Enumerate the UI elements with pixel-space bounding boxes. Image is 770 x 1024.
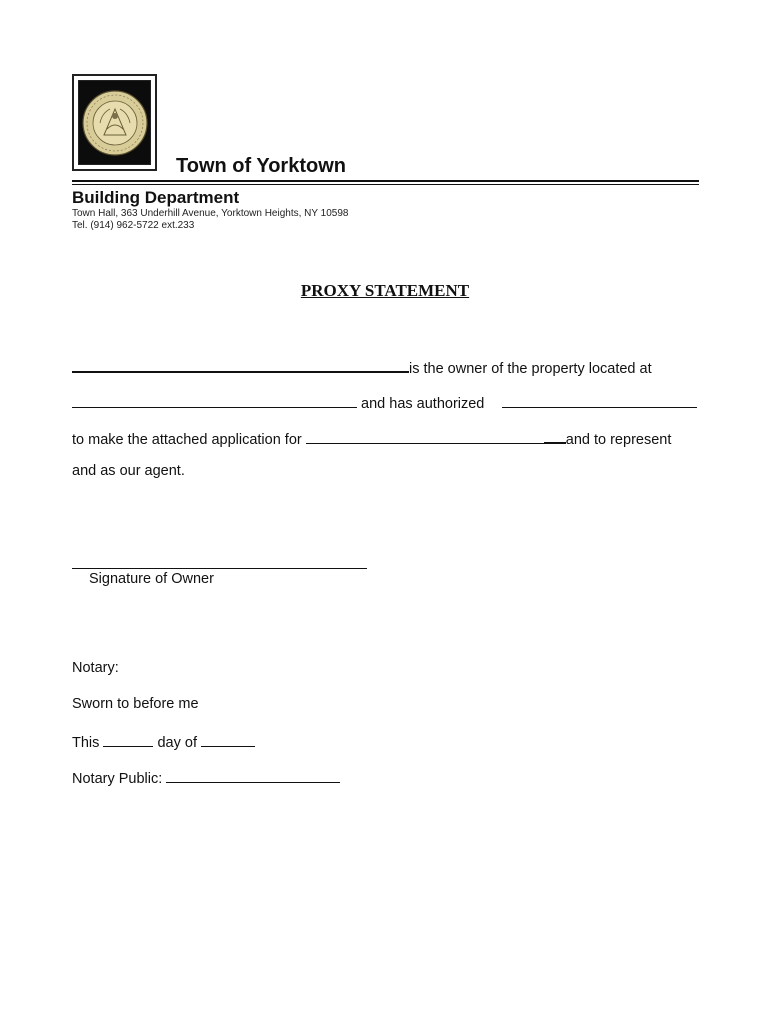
department-phone: Tel. (914) 962-5722 ext.233 [72, 220, 195, 231]
agent-name-line [502, 393, 697, 412]
property-line [72, 393, 484, 412]
header-rule [72, 180, 699, 182]
owner-line [72, 357, 652, 377]
application-type-blank-end [544, 428, 566, 444]
owner-clause: is the owner of the property located at [409, 361, 652, 377]
town-seal-icon [80, 83, 150, 163]
header-rule-thin [72, 184, 699, 185]
agent-line: and as our agent. [72, 463, 185, 479]
property-location-blank[interactable] [72, 393, 357, 408]
application-type-blank[interactable] [306, 429, 544, 444]
this-label: This [72, 735, 100, 751]
date-line [72, 732, 255, 751]
represent-clause: and to represent [565, 432, 672, 448]
agent-name-blank[interactable] [502, 393, 697, 408]
signature-label: Signature of Owner [89, 571, 214, 587]
document-title: PROXY STATEMENT [300, 281, 470, 300]
notary-public-label: Notary Public: [72, 771, 163, 787]
month-blank[interactable] [201, 732, 255, 747]
town-name: Town of Yorktown [176, 155, 346, 177]
application-line [72, 428, 671, 448]
town-seal [78, 80, 151, 165]
day-of-label: day of [157, 735, 197, 751]
notary-public-line [72, 768, 340, 787]
day-blank[interactable] [103, 732, 153, 747]
authorized-clause: and has authorized [361, 396, 485, 412]
department-address: Town Hall, 363 Underhill Avenue, Yorktown Heights, NY 10598 [72, 208, 349, 219]
sworn-line: Sworn to before me [72, 696, 199, 712]
notary-public-blank[interactable] [166, 768, 340, 783]
department-name: Building Department [72, 188, 240, 207]
notary-label: Notary: [72, 660, 119, 676]
signature-line[interactable] [72, 568, 367, 569]
town-seal-frame [72, 74, 157, 171]
application-clause: to make the attached application for [72, 432, 302, 448]
owner-name-blank[interactable] [72, 357, 409, 373]
